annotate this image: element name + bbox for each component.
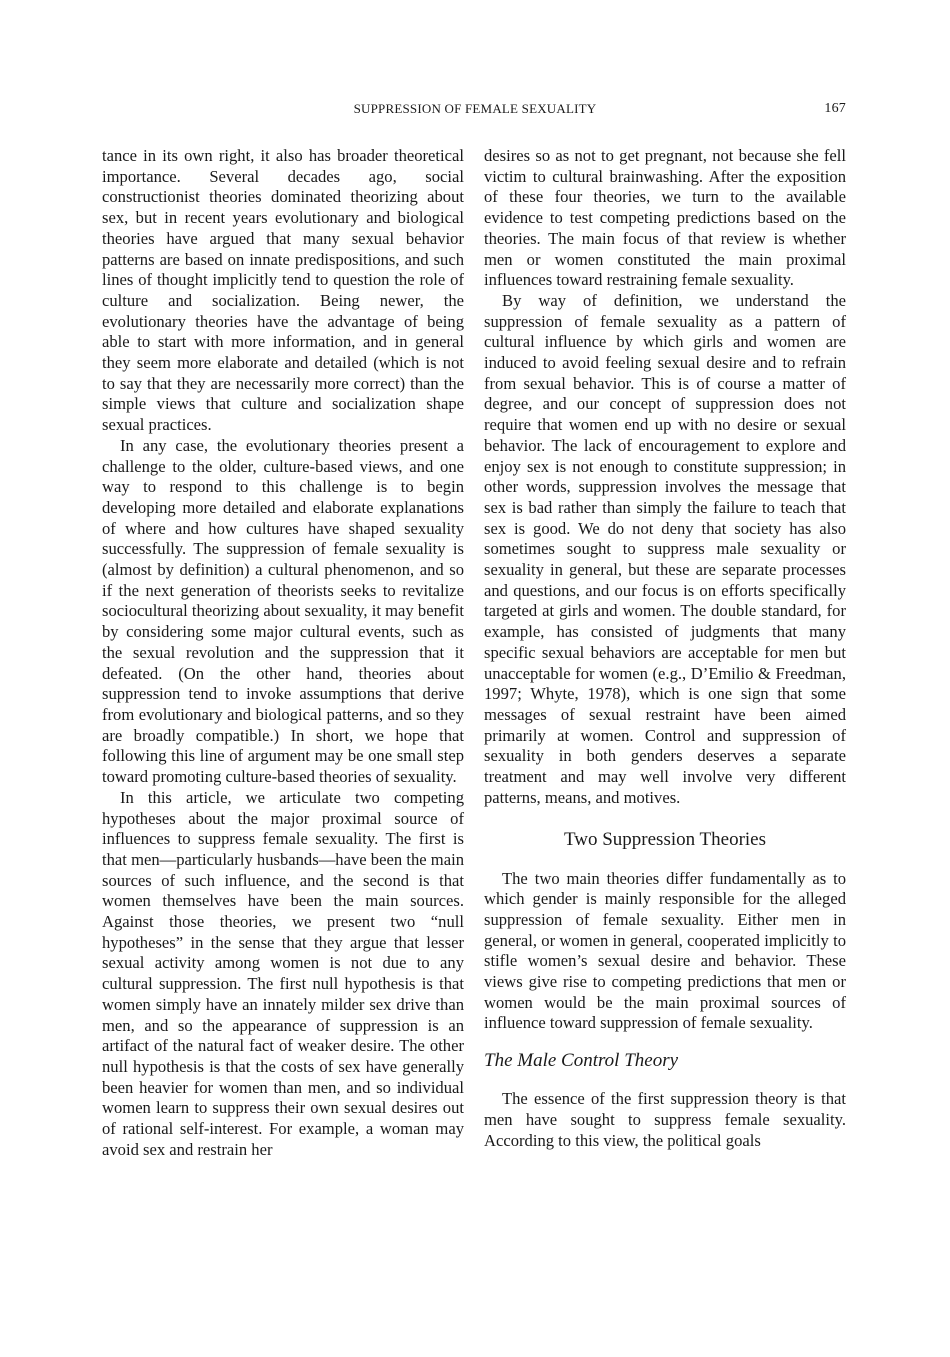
paragraph: The two main theories differ fundamentally as to which gender is mainly responsible for the alleged suppression of female sexuality. Either men in general, or women in general, cooperated implicitly to stifle women’s sexual desire and behavior. These views give rise to competing predictions that men or women would be the main proximal sources of influence toward suppression of female sexuality.	[484, 868, 846, 1033]
paragraph: tance in its own right, it also has broader theoretical importance. Several decades ago, social constructionist theories dominated theorizing about sex, but in recent years evolutionary and biological theories have argued that many sexual behavior patterns are based on innate predispositions, and such lines of thought implicitly tend to question the role of culture and socialization. Being newer, the evolutionary theories have the advantage of being able to start with more information, and in general they seem more elaborate and detailed (which is not to say that they are necessarily more correct) than the simple views that culture and socialization shape sexual practices.	[102, 146, 464, 435]
section-heading: Two Suppression Theories	[563, 828, 767, 850]
paragraph: By way of definition, we understand the suppression of female sexuality as a pattern of cultural influence by which girls and women are induced to avoid feeling sexual desire and to refrain from sexual behavior. This is of course a matter of degree, and our concept of suppression does not require that women end up with no desire or sexual behavior. The lack of encouragement to explore and enjoy sex is not enough to constitute suppression; in other words, suppression involves the message that sex is bad rather than simply the failure to teach that sex is good. We do not deny that society has also sometimes sought to suppress male sexuality or sexuality in general, but these are separate processes and questions, and our focus is on efforts specifically targeted at girls and women. The double standard, for example, has consisted of judgments that many specific sexual behaviors are acceptable for men but unacceptable for women (e.g., D’Emilio & Freedman, 1997; Whyte, 1978), which is one sign that some messages of sexual restraint have been aimed primarily at women. Control and suppression of sexuality in both genders deserves a separate treatment and may well involve very different patterns, means, and motives.	[484, 290, 846, 807]
page-number: 167	[824, 101, 846, 116]
paragraph: In this article, we articulate two competing hypotheses about the major proximal source of influences to suppress female sexuality. The first is that men—particularly husbands—have been the main sources of such influence, and the second is that women themselves have been the main sources. Against those theories, we present two “null hypotheses” in the sense that they argue that lesser sexual activity among women is not due to any cultural suppression. The first null hypothesis is that women simply have an innately milder sex drive than men, and so the appearance of suppression is an artifact of the natural fact of weaker desire. The other null hypothesis is that the costs of sex have generally been heavier for women than men, and so individual women learn to suppress their own sexual desires out of rational self-interest. For example, a woman may avoid sex and restrain her	[102, 787, 464, 1159]
left-column	[102, 146, 464, 1160]
running-title: SUPPRESSION OF FEMALE SEXUALITY	[353, 101, 597, 116]
right-column	[484, 146, 846, 1151]
paragraph: The essence of the first suppression theory is that men have sought to suppress female sexuality. According to this view, the political goals	[484, 1089, 846, 1150]
paragraph: desires so as not to get pregnant, not because she fell victim to cultural brainwashing. After the exposition of these four theories, we turn to the available evidence to test competing predictions based on the theories. The main focus of that review is whether men or women constituted the main proximal influences toward restraining female sexuality.	[484, 146, 846, 290]
paragraph: In any case, the evolutionary theories present a challenge to the older, culture-based views, and one way to respond to this challenge is to begin developing more detailed and elaborate explanations of where and how cultures have shaped sexuality successfully. The suppression of female sexuality is (almost by definition) a cultural phenomenon, and so if the next generation of theorists seeks to revitalize sociocultural theorizing about sexuality, it may benefit by considering some major cultural events, such as the sexual revolution and the suppression that it defeated. (On the other hand, theories about suppression tend to invoke assumptions that derive from evolutionary and biological patterns, and so they are broadly compatible.) In short, we hope that following this line of argument may be one small step toward promoting culture-based theories of sexuality.	[102, 435, 464, 787]
running-head	[104, 101, 846, 119]
subsection-heading: The Male Control Theory	[484, 1050, 679, 1072]
